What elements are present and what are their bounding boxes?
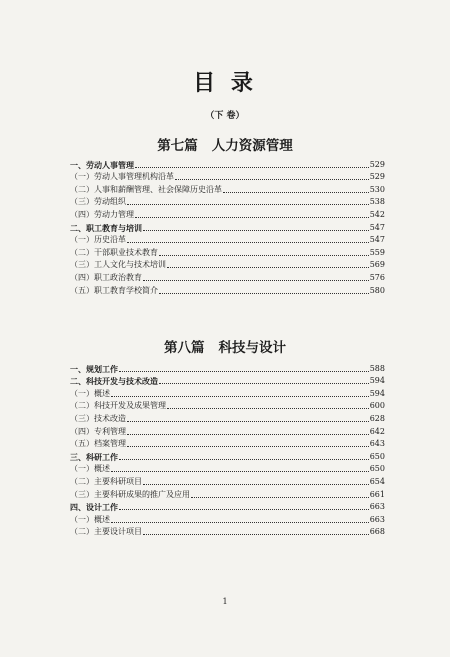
toc-entry-label: （一）劳动人事管理机构沿革 xyxy=(70,172,174,182)
toc-entry-page: 559 xyxy=(369,247,385,257)
toc-entry-page: 576 xyxy=(369,272,385,282)
part-title: 科技与设计 xyxy=(218,340,286,356)
toc-entry-page: 650 xyxy=(369,451,385,461)
dot-leader xyxy=(111,389,369,397)
toc-entry xyxy=(70,270,385,283)
dot-leader xyxy=(175,172,369,180)
toc-entry xyxy=(70,170,385,183)
dot-leader xyxy=(143,273,369,281)
toc-entry-label: 二、职工教育与培训 xyxy=(70,222,142,233)
toc-entry-label: （二）人事和薪酬管理、社会保障历史沿革 xyxy=(70,184,222,194)
toc-list-part-7 xyxy=(70,157,385,296)
toc-entry-label: （二）主要科研项目 xyxy=(70,476,142,486)
toc-entry-label: （四）专利管理 xyxy=(70,426,126,436)
toc-entry xyxy=(70,283,385,296)
toc-entry-page: 600 xyxy=(369,401,385,411)
toc-entry xyxy=(70,258,385,271)
toc-entry-page: 643 xyxy=(369,439,385,449)
volume-subtitle: （下 卷） xyxy=(205,111,245,121)
toc-entry xyxy=(70,386,385,399)
toc-entry-page: 542 xyxy=(369,209,385,219)
dot-leader xyxy=(127,414,369,422)
page-title: 目 录 xyxy=(193,70,257,96)
part-number: 第八篇 xyxy=(164,340,205,356)
dot-leader xyxy=(159,286,369,294)
toc-entry-page: 628 xyxy=(369,413,385,423)
dot-leader xyxy=(119,452,369,460)
dot-leader xyxy=(135,160,369,168)
toc-entry xyxy=(70,245,385,258)
toc-entry xyxy=(70,157,385,170)
toc-entry-label: 二、科技开发与技术改造 xyxy=(70,376,158,387)
toc-entry xyxy=(70,512,385,525)
toc-entry-page: 663 xyxy=(369,502,385,512)
toc-entry-label: （二）干部职业技术教育 xyxy=(70,247,158,257)
dot-leader xyxy=(143,527,369,535)
dot-leader xyxy=(127,235,369,243)
toc-entry-label: （一）概述 xyxy=(70,388,110,398)
toc-list-part-8 xyxy=(70,361,385,537)
toc-entry-page: 569 xyxy=(369,260,385,270)
dot-leader xyxy=(159,376,369,384)
toc-entry xyxy=(70,500,385,513)
toc-entry-page: 588 xyxy=(369,363,385,373)
dot-leader xyxy=(127,197,369,205)
toc-entry-page: 547 xyxy=(369,222,385,232)
toc-entry xyxy=(70,182,385,195)
toc-entry-page: 654 xyxy=(369,476,385,486)
toc-entry-page: 663 xyxy=(369,514,385,524)
toc-entry xyxy=(70,474,385,487)
page-number: 1 xyxy=(222,597,228,606)
toc-entry xyxy=(70,449,385,462)
toc-entry-label: （三）技术改造 xyxy=(70,413,126,423)
toc-entry-label: （三）主要科研成果的推广及应用 xyxy=(70,489,190,499)
toc-entry-label: （二）科技开发及成果管理 xyxy=(70,401,166,411)
toc-entry-page: 580 xyxy=(369,285,385,295)
toc-entry-label: （四）职工政治教育 xyxy=(70,272,142,282)
part-heading-8 xyxy=(0,336,450,356)
toc-entry-label: （五）档案管理 xyxy=(70,439,126,449)
toc-entry-label: （一）概述 xyxy=(70,464,110,474)
toc-entry-page: 594 xyxy=(369,388,385,398)
toc-entry-label: 三、科研工作 xyxy=(70,451,118,462)
toc-entry-label: 一、劳动人事管理 xyxy=(70,159,134,170)
toc-entry xyxy=(70,233,385,246)
toc-entry xyxy=(70,220,385,233)
dot-leader xyxy=(135,210,369,218)
toc-entry-label: （二）主要设计项目 xyxy=(70,527,142,537)
dot-leader xyxy=(111,515,369,523)
toc-entry xyxy=(70,399,385,412)
dot-leader xyxy=(167,260,369,268)
toc-entry xyxy=(70,462,385,475)
dot-leader xyxy=(223,185,369,193)
toc-entry-label: （一）概述 xyxy=(70,514,110,524)
toc-entry-page: 642 xyxy=(369,426,385,436)
dot-leader xyxy=(127,427,369,435)
part-number: 第七篇 xyxy=(157,138,198,154)
dot-leader xyxy=(119,364,369,372)
toc-entry xyxy=(70,437,385,450)
toc-entry-page: 594 xyxy=(369,376,385,386)
toc-entry-label: 一、规划工作 xyxy=(70,363,118,374)
dot-leader xyxy=(127,439,369,447)
toc-entry xyxy=(70,525,385,538)
toc-entry xyxy=(70,361,385,374)
toc-entry-label: （一）历史沿革 xyxy=(70,235,126,245)
toc-entry-page: 529 xyxy=(369,159,385,169)
toc-entry-label: （五）职工教育学校简介 xyxy=(70,285,158,295)
dot-leader xyxy=(159,248,369,256)
part-heading-7 xyxy=(0,134,450,154)
toc-entry-page: 538 xyxy=(369,197,385,207)
toc-entry-label: （四）劳动力管理 xyxy=(70,209,134,219)
dot-leader xyxy=(119,502,369,510)
part-title: 人力资源管理 xyxy=(211,138,293,154)
toc-entry-page: 529 xyxy=(369,172,385,182)
toc-entry-page: 668 xyxy=(369,527,385,537)
toc-entry-page: 661 xyxy=(369,489,385,499)
dot-leader xyxy=(143,223,369,231)
toc-entry-label: 四、设计工作 xyxy=(70,502,118,513)
toc-entry xyxy=(70,411,385,424)
toc-entry xyxy=(70,374,385,387)
toc-entry xyxy=(70,207,385,220)
dot-leader xyxy=(143,477,369,485)
dot-leader xyxy=(191,490,369,498)
toc-entry xyxy=(70,195,385,208)
dot-leader xyxy=(111,464,369,472)
toc-entry-label: （三）工人文化与技术培训 xyxy=(70,260,166,270)
dot-leader xyxy=(167,401,369,409)
toc-entry-page: 650 xyxy=(369,464,385,474)
toc-entry-page: 547 xyxy=(369,235,385,245)
toc-entry xyxy=(70,487,385,500)
toc-entry-label: （三）劳动组织 xyxy=(70,197,126,207)
toc-entry-page: 530 xyxy=(369,184,385,194)
toc-entry xyxy=(70,424,385,437)
